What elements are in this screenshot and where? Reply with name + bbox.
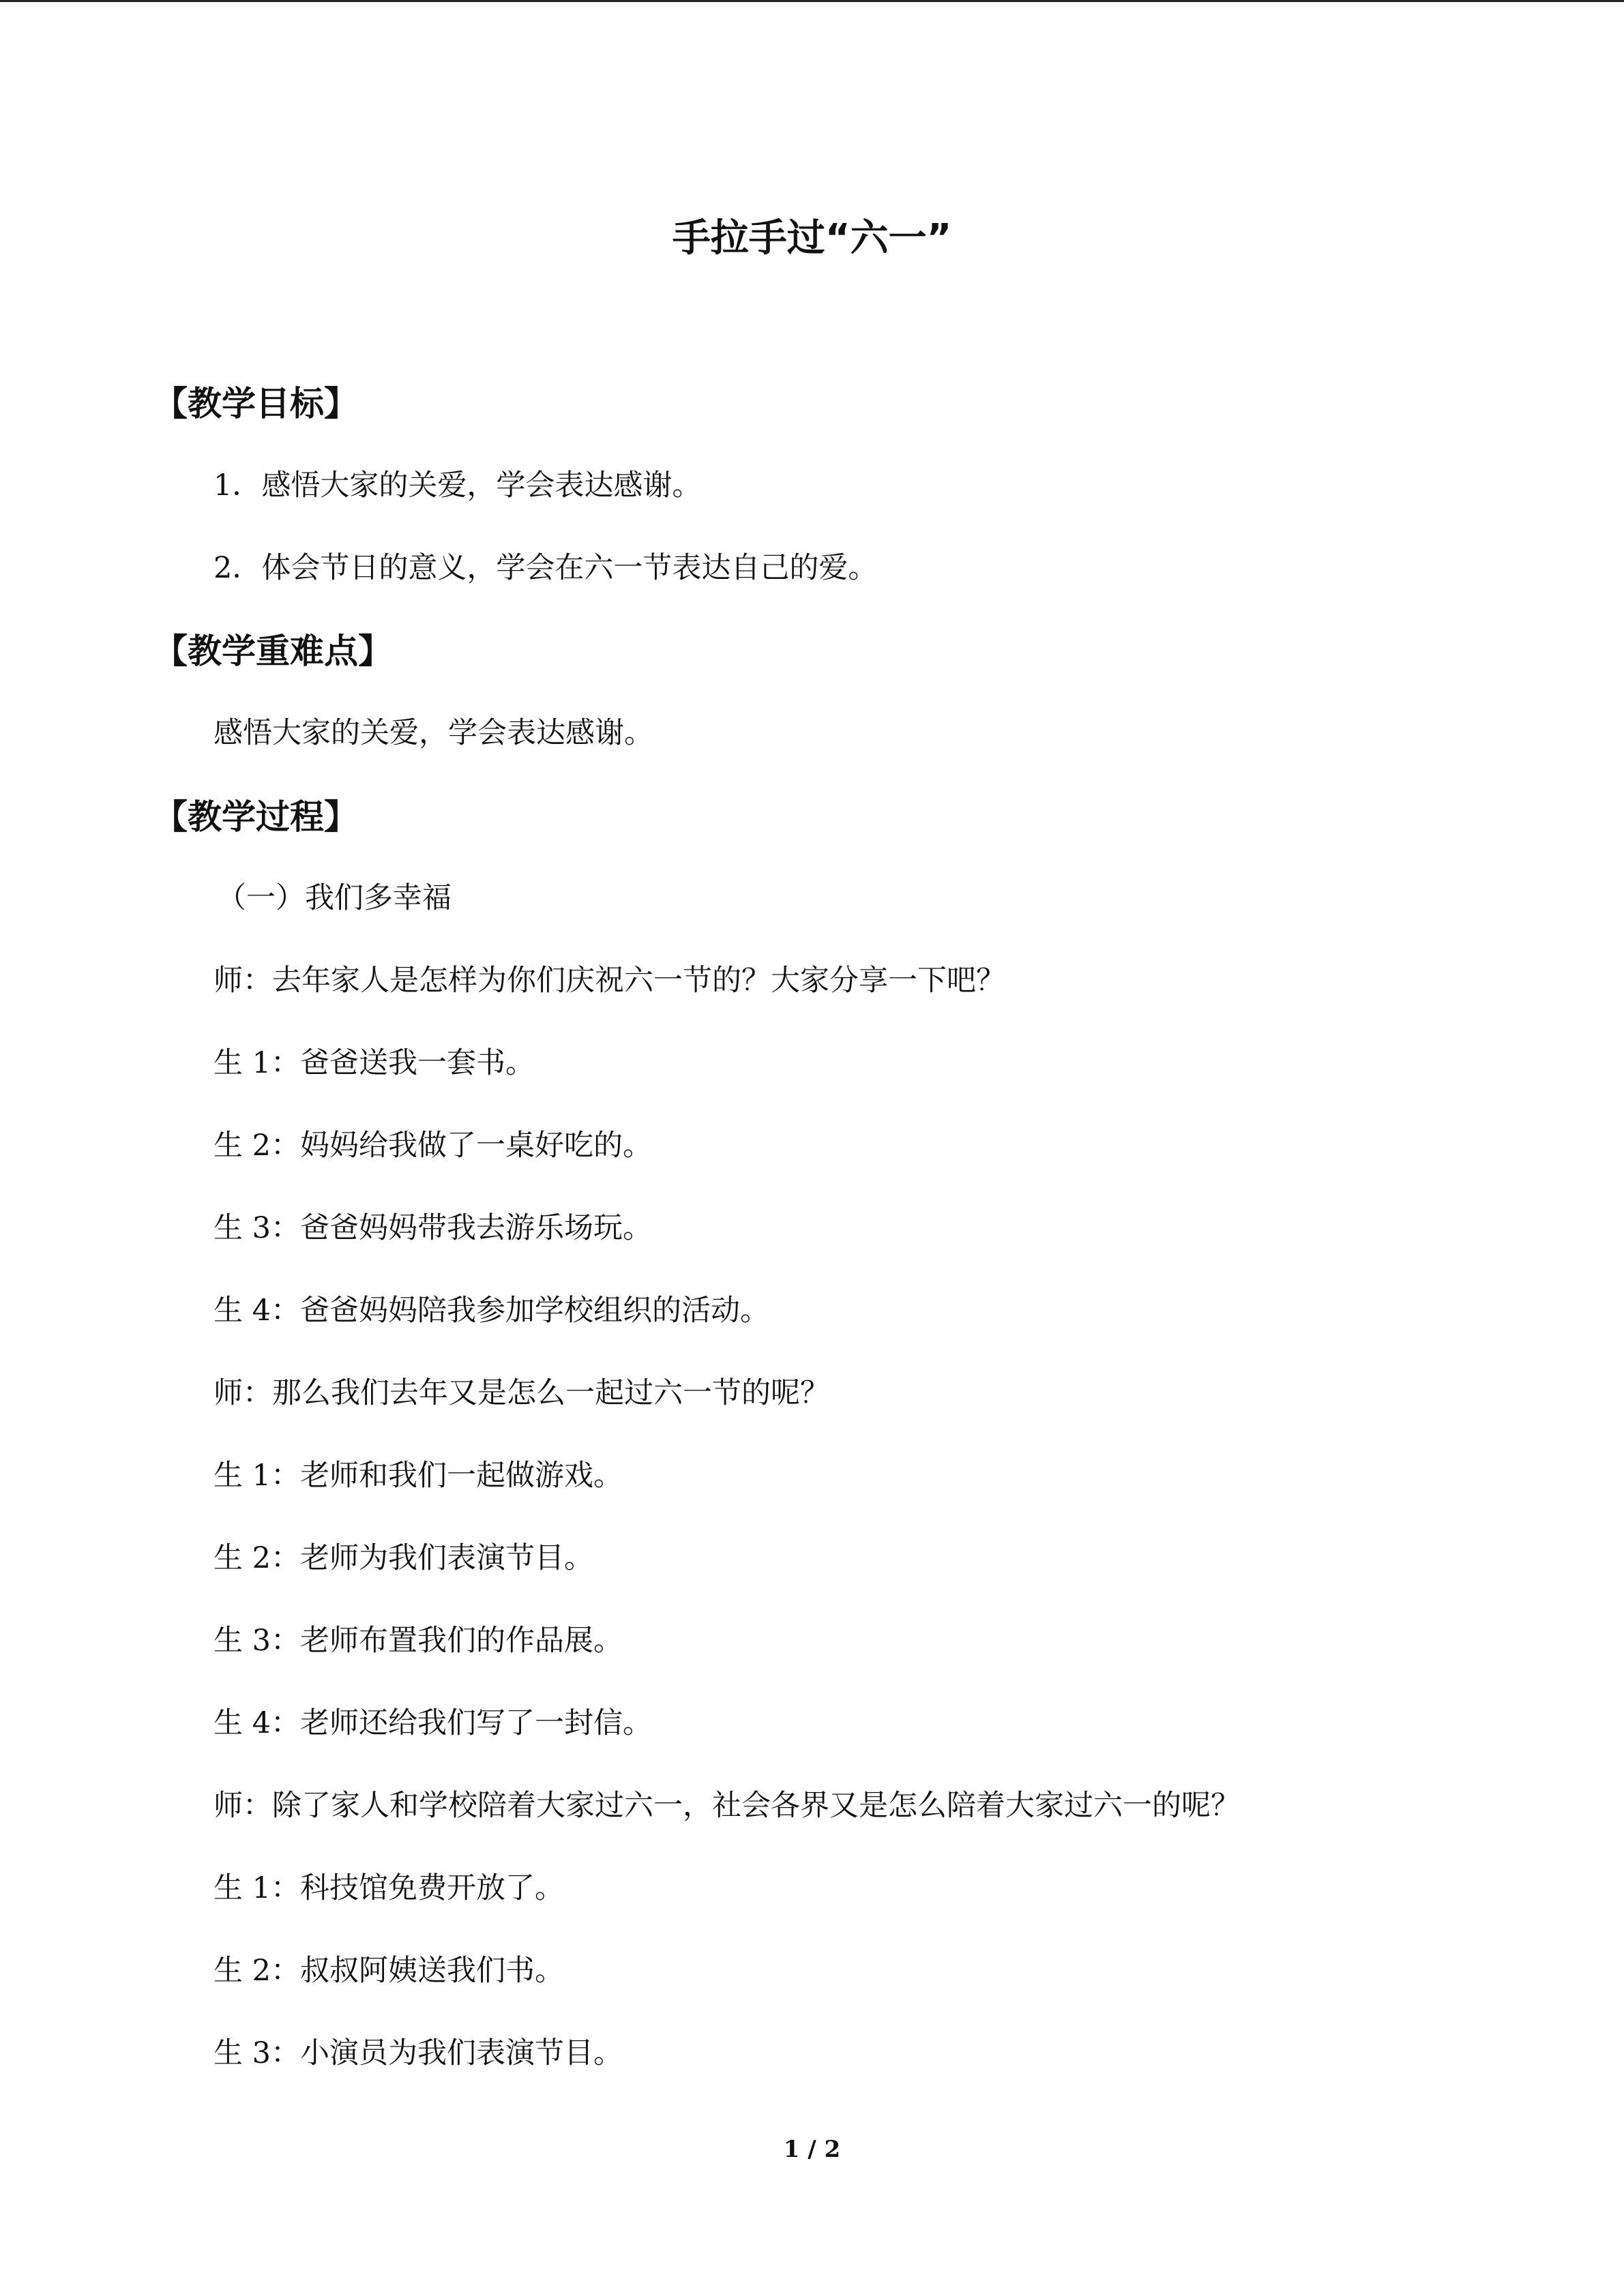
dialogue-line: 生 4：爸爸妈妈陪我参加学校组织的活动。	[213, 1294, 770, 1328]
dialogue-line: 生 4：老师还给我们写了一封信。	[213, 1706, 653, 1740]
dialogue-line: 师：除了家人和学校陪着大家过六一，社会各界又是怎么陪着大家过六一的呢？	[213, 1789, 1240, 1823]
section-heading-process: 【教学过程】	[153, 797, 358, 837]
dialogue-line: 生 3：爸爸妈妈带我去游乐场玩。	[213, 1211, 653, 1245]
dialogue-line: 师：那么我们去年又是怎么一起过六一节的呢？	[213, 1376, 829, 1410]
top-border	[0, 0, 1624, 2]
dialogue-line: 生 3：小演员为我们表演节目。	[213, 2036, 623, 2070]
goal-item: 1．感悟大家的关爱，学会表达感谢。	[213, 468, 702, 503]
process-subheading: （一）我们多幸福	[217, 881, 452, 915]
dialogue-line: 生 1：爸爸送我一套书。	[213, 1046, 535, 1080]
key-points-text: 感悟大家的关爱，学会表达感谢。	[213, 716, 653, 750]
dialogue-line: 生 1：老师和我们一起做游戏。	[213, 1459, 623, 1493]
page-number: 1 / 2	[783, 2136, 841, 2163]
document-title: 手拉手过“六一”	[672, 216, 952, 260]
dialogue-line: 师：去年家人是怎样为你们庆祝六一节的？大家分享一下吧？	[213, 964, 1005, 998]
dialogue-line: 生 2：妈妈给我做了一桌好吃的。	[213, 1129, 653, 1163]
dialogue-line: 生 2：叔叔阿姨送我们书。	[213, 1954, 565, 1988]
dialogue-line: 生 1：科技馆免费开放了。	[213, 1871, 565, 1905]
goal-item: 2．体会节日的意义，学会在六一节表达自己的爱。	[213, 551, 878, 585]
section-heading-key-points: 【教学重难点】	[153, 631, 392, 671]
section-heading-goals: 【教学目标】	[153, 384, 358, 423]
dialogue-line: 生 2：老师为我们表演节目。	[213, 1541, 594, 1575]
dialogue-line: 生 3：老师布置我们的作品展。	[213, 1624, 623, 1658]
